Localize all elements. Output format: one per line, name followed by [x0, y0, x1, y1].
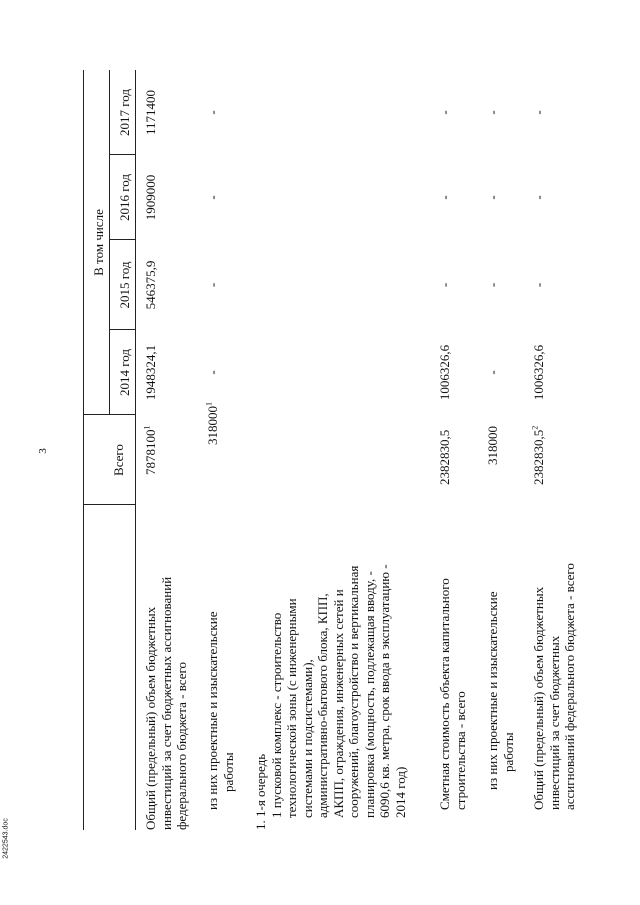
header-year-2016: 2016 год: [117, 174, 132, 221]
row-3-label-line-8: планировка (мощность, подлежащая вводу, -: [361, 571, 377, 818]
row-3-label: [253, 564, 408, 830]
table-top-rule: [83, 70, 84, 830]
row-6-total-footnote: 2: [530, 425, 540, 430]
row-3-label-line-6: АКПП, ограждения, инженерных сетей и: [330, 589, 346, 818]
row-6-2015: -: [531, 282, 546, 288]
row-2-2014: -: [205, 370, 220, 375]
row-6-2017: -: [531, 110, 546, 115]
row-3-label-line-9: 6090,6 кв. метра, срок ввода в эксплуатацию -: [377, 564, 392, 818]
row-3-label-line-3: технологической зоны (с инженерными: [284, 598, 299, 818]
footer-filename: 2422543.doc: [2, 818, 10, 859]
row-6-label-line-1: Общий (предельный) объем бюджетных: [531, 586, 546, 810]
row-2-total-footnote: 1: [204, 402, 214, 406]
row-3-label-line-4: системами и подсистемами),: [299, 659, 315, 818]
row-5-label: [485, 592, 516, 790]
row-6-total: 2382830,5$^2$: [530, 425, 546, 485]
header-bottom-rule: [135, 70, 136, 830]
row-1-label-line-2: инвестиций за счет бюджетных ассигнований: [158, 576, 174, 830]
row-1-2017: 1171400: [143, 89, 158, 136]
row-4-label-line-2: строительства - всего: [452, 691, 468, 810]
row-3-label-line-2: 1 пусковой комплекс - строительство: [268, 612, 284, 818]
row-4-label-line-1: Сметная стоимость объекта капитального: [437, 578, 452, 810]
row-3-label-line-5: административно-бытового блока, КПП,: [315, 593, 330, 818]
row-4-total: 2382830,5: [437, 429, 452, 485]
row-5-2017: -: [485, 110, 500, 115]
row-2-label: [205, 612, 236, 810]
row-4-2016: -: [437, 195, 452, 200]
row-3-label-line-10: 2014 год): [392, 766, 408, 818]
row-2-2015: -: [205, 282, 220, 288]
row-1-2014: 1948324,1: [143, 344, 158, 401]
row-2-2016: -: [205, 195, 220, 200]
row-6-label-line-3: ассигнований федерального бюджета - всего: [562, 563, 577, 810]
row-2-2017: -: [205, 110, 220, 115]
header-year-2015: 2015 год: [117, 261, 132, 309]
row-4-label: [437, 578, 468, 810]
row-1-2016: 1909000: [143, 174, 158, 221]
row-5-2016: -: [485, 195, 500, 200]
row-3-label-line-7: сооружений, благоустройство и вертикальная: [346, 565, 361, 818]
row-5-label-line-1: из них проектные и изыскательские: [485, 591, 500, 790]
row-6-label: [531, 563, 578, 810]
row-2-label-line-1: из них проектные и изыскательские: [205, 611, 220, 810]
row-5-total: 318000: [485, 426, 500, 465]
row-2-label-line-2: работы: [220, 752, 236, 792]
incl-underline: [109, 70, 110, 415]
page-number: 3: [36, 448, 49, 454]
header-total: Всего: [111, 444, 126, 476]
row-6-2014: 1006326,6: [531, 344, 546, 401]
row-5-2014: -: [485, 370, 500, 375]
row-2-total: 318000$^1$: [204, 402, 220, 445]
col-divider-label: [83, 504, 135, 505]
row-4-2017: -: [437, 110, 452, 115]
row-6-2016: -: [531, 195, 546, 200]
row-4-2014: 1006326,6: [437, 344, 452, 401]
header-year-2014: 2014 год: [117, 349, 132, 396]
row-4-2015: -: [437, 282, 452, 288]
row-1-total-footnote: 1: [142, 425, 152, 430]
budget-table: [65, 70, 585, 830]
row-3-label-line-1: 1. 1-я очередь: [253, 753, 268, 830]
row-1-2015: 546375,9: [143, 260, 158, 310]
header-incl: В том числе: [91, 209, 106, 276]
row-1-label: [143, 577, 190, 830]
row-1-total: 7878100$^1$: [142, 425, 158, 475]
row-5-label-line-2: работы: [500, 732, 516, 772]
row-1-label-line-3: федерального бюджета - всего: [174, 662, 189, 830]
row-6-label-line-2: инвестиций за счет бюджетных: [546, 635, 562, 810]
row-1-label-line-1: Общий (предельный) объем бюджетных: [143, 606, 158, 830]
row-5-2015: -: [485, 282, 500, 288]
header-year-2017: 2017 год: [117, 89, 132, 136]
